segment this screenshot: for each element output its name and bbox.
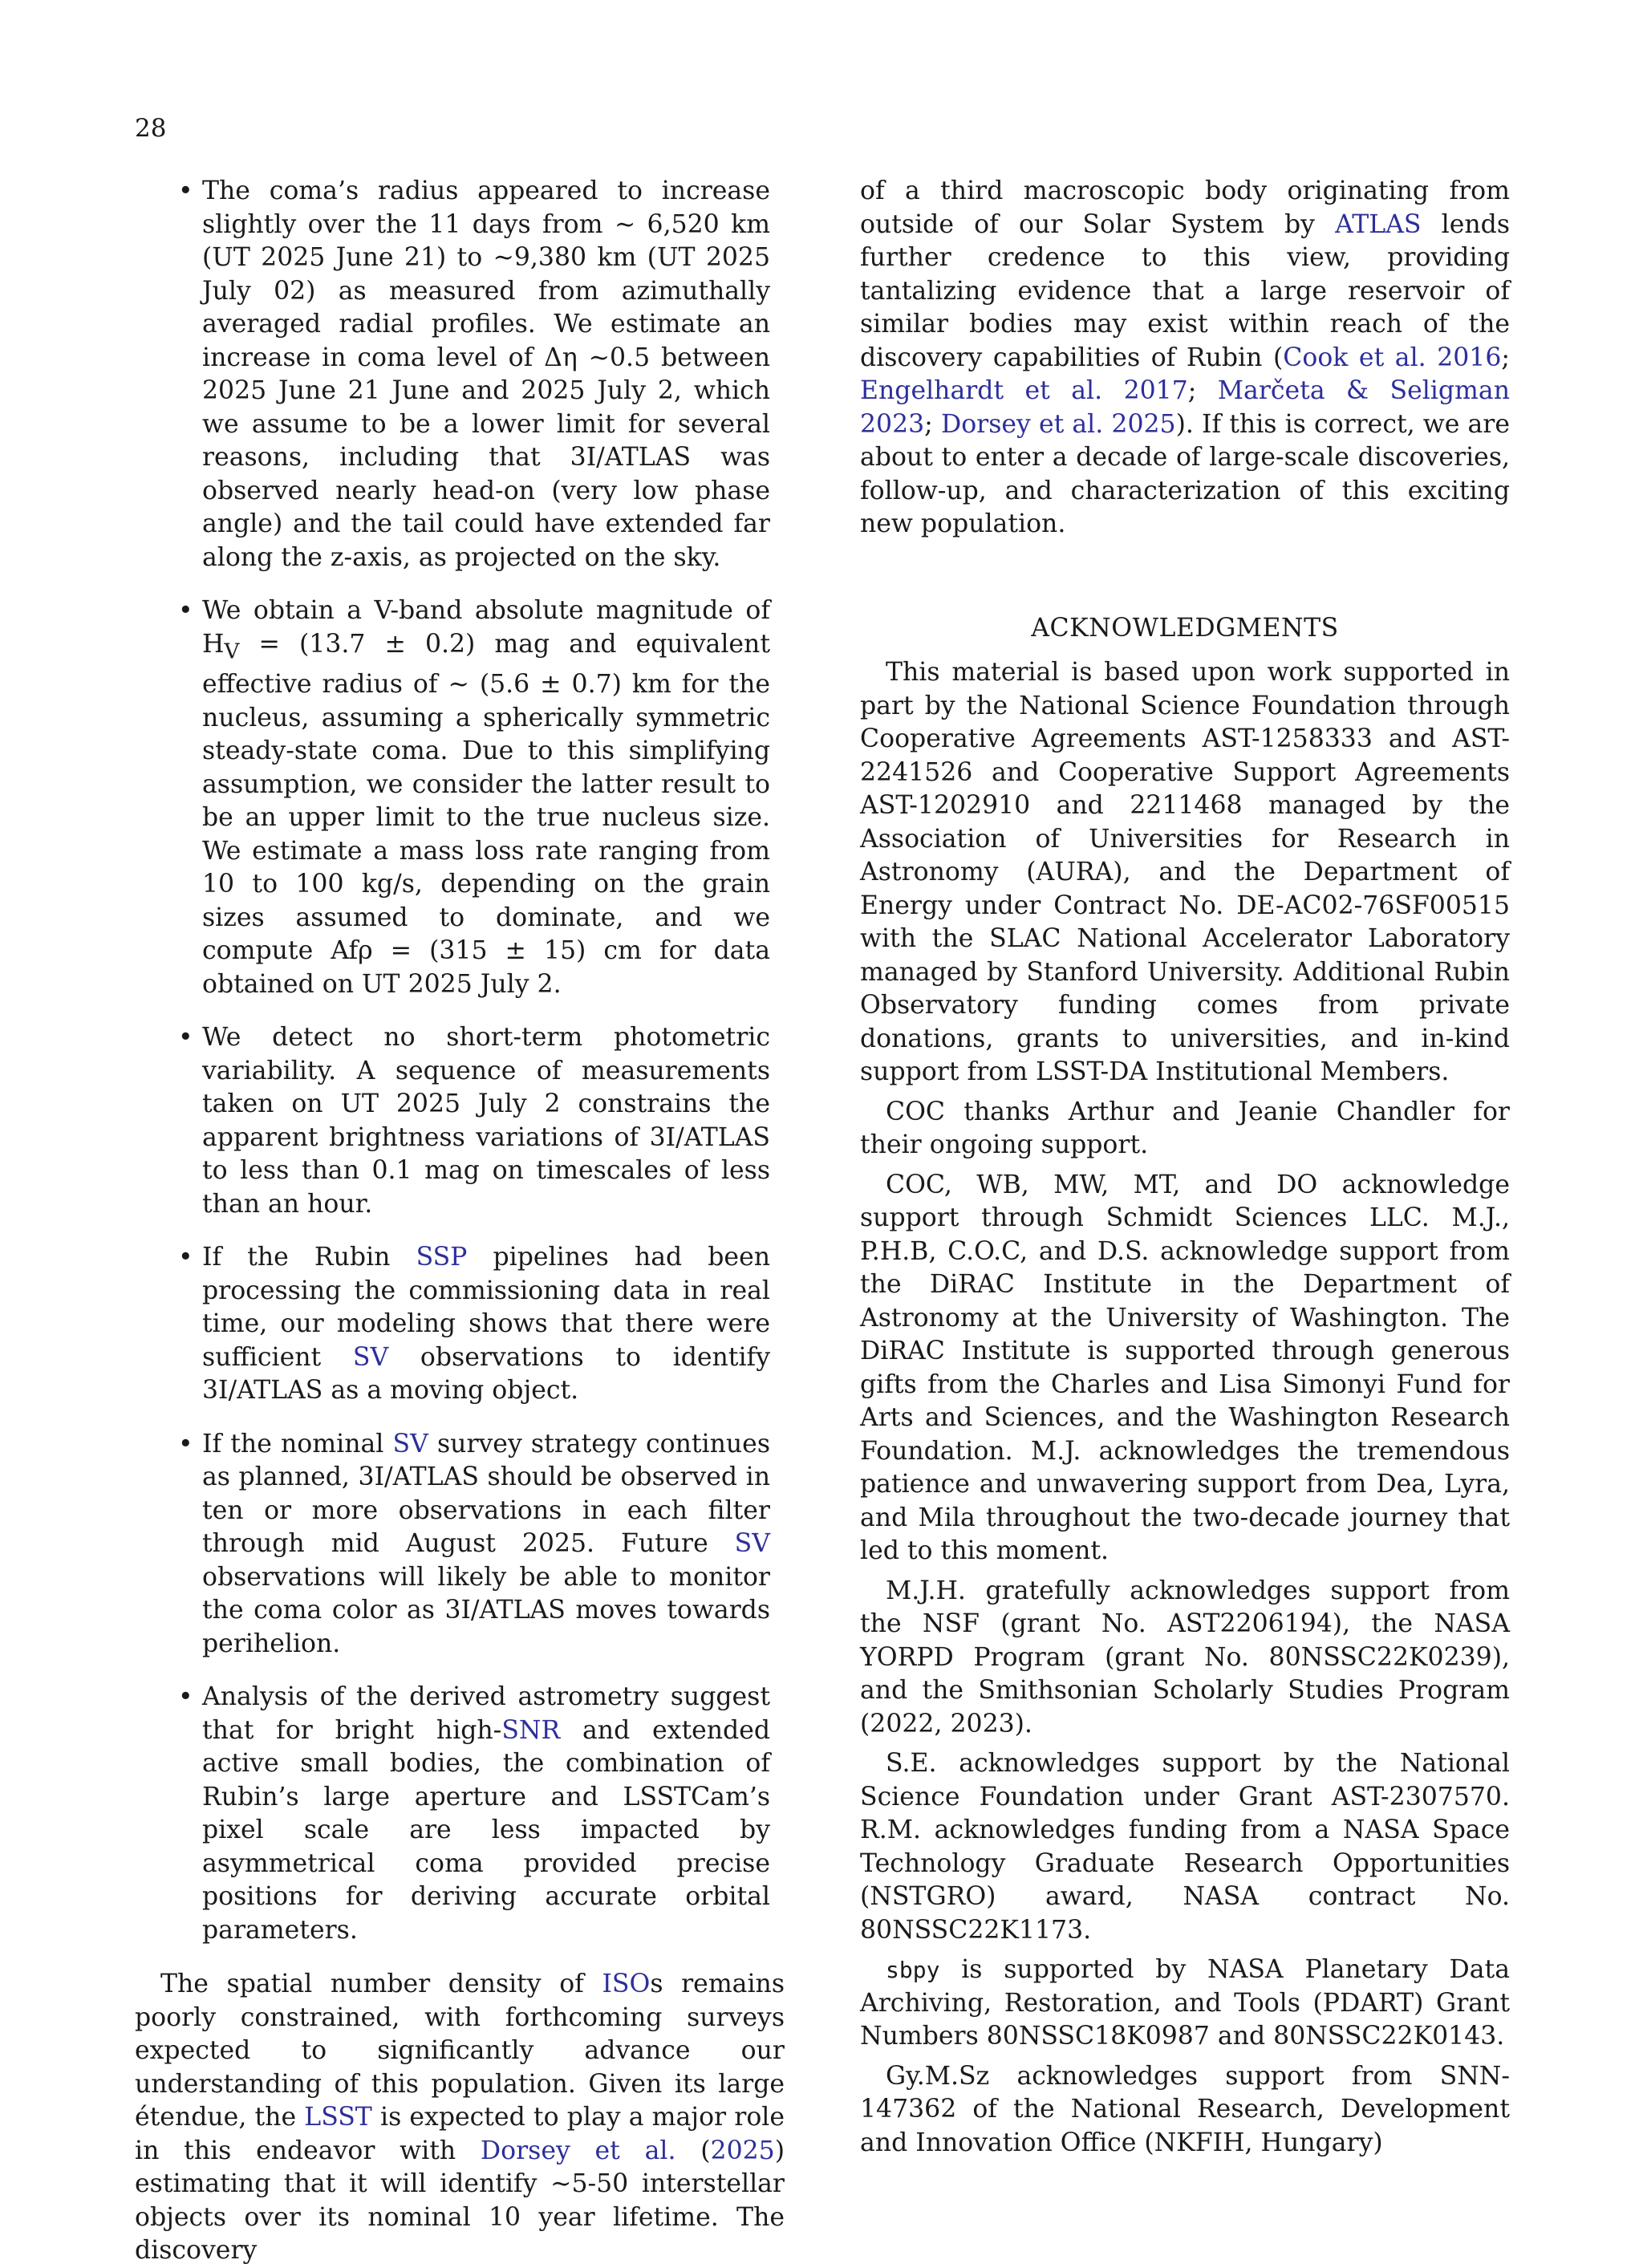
citation-year-2025[interactable]: 2025 [710, 2136, 775, 2165]
citation-dorsey-2025[interactable]: Dorsey et al. 2025 [940, 409, 1176, 439]
citation-engelhardt-2017[interactable]: Engelhardt et al. 2017 [860, 376, 1188, 405]
right-column [860, 175, 1510, 2160]
link-ssp[interactable]: SSP [416, 1243, 468, 1272]
ack-paragraph-sbpy: sbpy is supported by NASA Planetary Data Archiving, Restoration, and Tools (PDART) Grant Numbers 80NSSC18K0987 and 80NSSC22K0143. [860, 1955, 1510, 2051]
citation-marceta-seligman-2023[interactable]: Marčeta & Seligman 2023 [860, 376, 1510, 439]
acknowledgments-heading: ACKNOWLEDGMENTS [1031, 613, 1339, 643]
ack-paragraph-se: S.E. acknowledges support by the National Science Foundation under Grant AST-2307570. R.M. acknowledges funding from a NASA Space Technology Graduate Research Opportunities (NSTGRO) award, NASA contract No. 80NSSC22K1173. [860, 1749, 1510, 1945]
link-iso[interactable]: ISO [602, 1970, 651, 1999]
summary-list [135, 175, 785, 1947]
ack-paragraph-schmidt: COC, WB, MW, MT, and DO acknowledge support through Schmidt Sciences LLC. M.J., P.H.B, C.O.C, and D.S. acknowledge support from the DiRAC Institute in the Department of Astronomy at the University of Washington. The DiRAC Institute is supported through generous gifts from the Charles and Lisa Simonyi Fund for Arts and Sciences, and the Washington Research Foundation. M.J. acknowledges the tremendous patience and unwavering support from Dea, Lyra, and Mila throughout the two-decade journey that led to this moment. [860, 1170, 1510, 1565]
summary-item-ssp-pipelines: • If the Rubin SSP pipelines had been processing the commissioning data in real time, our modeling shows that there were sufficient SV observations to identify 3I/ATLAS as a moving object. [135, 1241, 785, 1408]
citation-cook-2016[interactable]: Cook et al. 2016 [1283, 343, 1502, 372]
subscript-v: V [224, 639, 240, 663]
link-sv[interactable]: SV [392, 1429, 428, 1459]
code-sbpy: sbpy [886, 1957, 940, 1983]
iso-density-paragraph: The spatial number density of ISOs remains poorly constrained, with forthcoming surveys expected to significantly advance our understanding of this population. Given its large étendue, the LSST is expected to play a major role in this endeavor with Dorsey et al. (2025) estimating that it will identify ∼5-50 interstellar objects over its nominal 10 year lifetime. The discovery [135, 1970, 785, 2266]
discovery-paragraph-continued: of a third macroscopic body originating from outside of our Solar System by ATLAS lends further credence to this view, providing tantalizing evidence that a large reservoir of similar bodies may exist within reach of the discovery capabilities of Rubin (Cook et al. 2016; Engelhardt et al. 2017; Marčeta & Seligman 2023; Dorsey et al. 2025). If this is correct, we are about to enter a decade of large-scale discoveries, follow-up, and characterization of this exciting new population. [860, 176, 1511, 538]
summary-item-sv-strategy: • If the nominal SV survey strategy continues as planned, 3I/ATLAS should be observed in ten or more observations in each filter through mid August 2025. Future SV observations will likely be able to monitor the coma color as 3I/ATLAS moves towards perihelion. [135, 1428, 785, 1661]
link-atlas[interactable]: ATLAS [1335, 209, 1422, 239]
ack-paragraph-coc: COC thanks Arthur and Jeanie Chandler for their ongoing support. [860, 1097, 1510, 1159]
citation-dorsey-2025[interactable]: Dorsey et al. [480, 2136, 676, 2165]
summary-item-astrometry: • Analysis of the derived astrometry suggest that for bright high-SNR and extended active small bodies, the combination of Rubin’s large aperture and LSSTCam’s pixel scale are less impacted by asymmetrical coma provided precise positions for deriving accurate orbital parameters. [135, 1681, 785, 1947]
left-column [135, 175, 785, 2268]
summary-item-absolute-magnitude: • We obtain a V-band absolute magnitude of $H_V = (13.7 \pm 0.2)$ mag and equivalent effective radius of ∼ (5.6 ± 0.7) km for the nucleus, assuming a spherically symmetric steady-state coma. Due to this simplifying assumption, we consider the latter result to be an upper limit to the true nucleus size. We estimate a mass loss rate ranging from 10 to 100 kg/s, depending on the grain sizes assumed to dominate, and we compute Afρ = (315 ± 15) cm for data obtained on UT 2025 July 2. [135, 594, 785, 1001]
link-sv[interactable]: SV [734, 1529, 770, 1559]
link-sv[interactable]: SV [352, 1342, 389, 1372]
link-snr[interactable]: SNR [501, 1715, 561, 1745]
page-number: 28 [135, 114, 167, 143]
ack-paragraph-mjh: M.J.H. gratefully acknowledges support from the NSF (grant No. AST2206194), the NASA YORPD Program (grant No. 80NSSC22K0239), and the Smithsonian Scholarly Studies Program (2022, 2023). [860, 1576, 1510, 1739]
summary-item-variability: • We detect no short-term photometric variability. A sequence of measurements taken on UT 2025 July 2 constrains the apparent brightness variations of 3I/ATLAS to less than 0.1 mag on timescales of less than an hour. [135, 1021, 785, 1221]
ack-paragraph-nsf: This material is based upon work supported in part by the National Science Foundation through Cooperative Agreements AST-1258333 and AST-2241526 and Cooperative Support Agreements AST-1202910 and 2211468 managed by the Association of Universities for Research in Astronomy (AURA), and the Department of Energy under Contract No. DE-AC02-76SF00515 with the SLAC National Accelerator Laboratory managed by Stanford University. Additional Rubin Observatory funding comes from private donations, grants to universities, and in-kind support from LSST-DA Institutional Members. [860, 658, 1510, 1086]
ack-paragraph-gymsz: Gy.M.Sz acknowledges support from SNN-147362 of the National Research, Development and Innovation Office (NKFIH, Hungary) [860, 2061, 1510, 2157]
link-lsst[interactable]: LSST [304, 2103, 372, 2132]
summary-item-coma-radius: • The coma’s radius appeared to increase slightly over the 11 days from ∼ 6,520 km (UT 2025 June 21) to ∼9,380 km (UT 2025 July 02) as measured from azimuthally averaged radial profiles. We estimate an increase in coma level of Δη ∼0.5 between 2025 June 21 June and 2025 July 2, which we assume to be a lower limit for several reasons, including that 3I/ATLAS was observed nearly head-on (very low phase angle) and the tail could have extended far along the z-axis, as projected on the sky. [135, 175, 785, 574]
